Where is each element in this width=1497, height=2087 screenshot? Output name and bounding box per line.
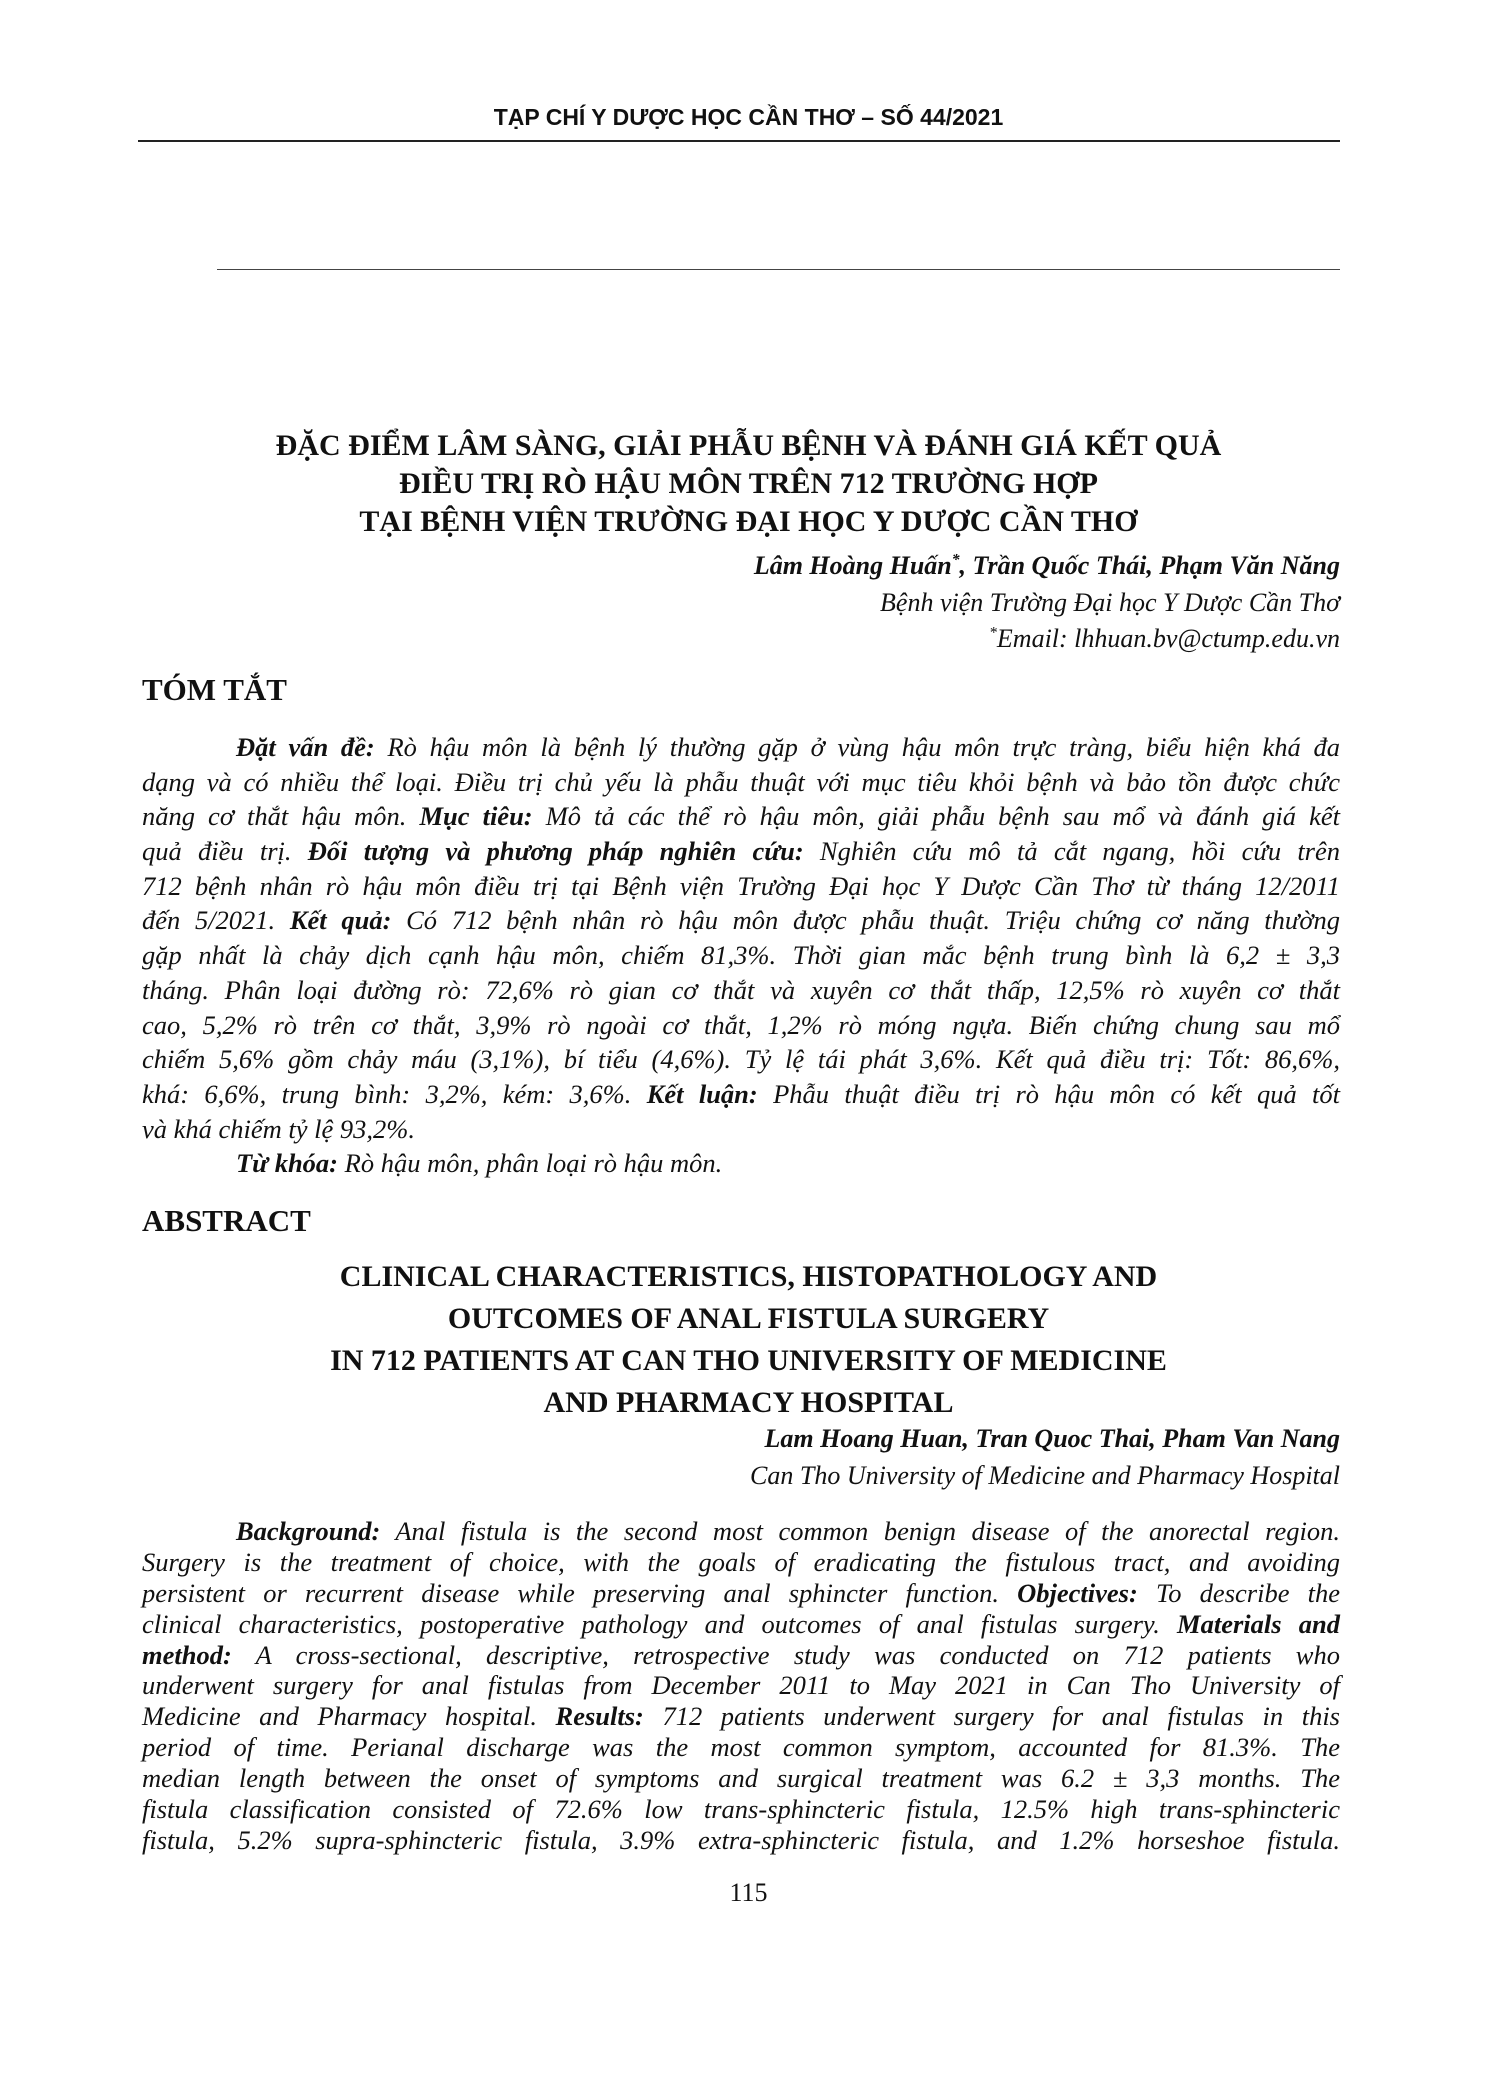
text-segment: đến 5/2021. — [142, 905, 290, 936]
text-line — [142, 1732, 1340, 1763]
section-label: Mục tiêu: — [419, 801, 533, 832]
email-mark: * — [989, 624, 997, 642]
header-rule — [138, 140, 1340, 142]
text-segment: period of time. Perianal discharge was the most common symptom, accounted for 81.3%. The — [142, 1732, 1340, 1763]
divider-rule — [217, 269, 1340, 270]
abstract-paragraph — [142, 1516, 1340, 1856]
text-line — [142, 1670, 1340, 1701]
text-segment: chiếm 5,6% gồm chảy máu (3,1%), bí tiểu (4,6%). Tỷ lệ tái phát 3,6%. Kết quả điều trị: Tốt: 86,6%, — [142, 1044, 1340, 1075]
text-line — [142, 730, 1340, 765]
section-label: method: — [142, 1639, 232, 1670]
text-line — [142, 938, 1340, 973]
summary-paragraph — [142, 730, 1340, 1181]
text-segment: cao, 5,2% rò trên cơ thắt, 3,9% rò ngoài cơ thắt, 1,2% rò móng ngựa. Biến chứng chung sau mổ — [142, 1009, 1340, 1040]
title-line: OUTCOMES OF ANAL FISTULA SURGERY — [447, 1302, 1050, 1335]
text-segment: Surgery is the treatment of choice, with the goals of eradicating the fistulous tract, and avoiding — [142, 1546, 1340, 1577]
text-line — [142, 1609, 1340, 1640]
section-label: Results: — [555, 1701, 644, 1732]
text-segment: Medicine and Pharmacy hospital. — [142, 1701, 556, 1732]
section-label: Kết quả: — [289, 905, 392, 936]
text-segment: clinical characteristics, postoperative pathology and outcomes of anal fistulas surgery. — [142, 1608, 1178, 1639]
text-line — [142, 1794, 1340, 1825]
text-segment: gặp nhất là chảy dịch cạnh hậu môn, chiếm 81,3%. Thời gian mắc bệnh trung bình là 6,2 ± 3,3 — [142, 940, 1340, 971]
text-segment: Rò hậu môn, phân loại rò hậu môn. — [338, 1148, 723, 1179]
text-segment: persistent or recurrent disease while preserving anal sphincter function. — [142, 1577, 1018, 1608]
text-segment: và khá chiếm tỷ lệ 93,2%. — [142, 1113, 415, 1144]
text-line — [142, 765, 1340, 800]
text-line — [142, 1578, 1340, 1609]
section-label: Kết luận: — [646, 1078, 758, 1109]
text-segment: Mô tả các thể rò hậu môn, giải phẫu bệnh sau mổ và đánh giá kết — [532, 801, 1340, 832]
title-vietnamese — [0, 427, 1497, 541]
section-label: Đặt vấn đề: — [236, 732, 375, 762]
authors-english: Lam Hoang Huan, Tran Quoc Thai, Pham Van Nang — [764, 1424, 1340, 1453]
text-line — [142, 1825, 1340, 1856]
text-segment: fistula, 5.2% supra-sphincteric fistula, 3.9% extra-sphincteric fistula, and 1.2% horseshoe fistula. — [142, 1824, 1340, 1855]
title-line: ĐIỀU TRỊ RÒ HẬU MÔN TRÊN 712 TRƯỜNG HỢP — [399, 467, 1098, 500]
text-line — [142, 1516, 1340, 1547]
text-segment: tháng. Phân loại đường rò: 72,6% rò gian cơ thắt và xuyên cơ thắt thấp, 12,5% rò xuyên cơ thắt — [142, 974, 1340, 1005]
text-segment: khá: 6,6%, trung bình: 3,2%, kém: 3,6%. — [142, 1078, 647, 1109]
text-line — [142, 834, 1340, 869]
title-line: IN 712 PATIENTS AT CAN THO UNIVERSITY OF MEDICINE — [330, 1344, 1167, 1377]
text-segment: Phẫu thuật điều trị rò hậu môn có kết quả tốt — [757, 1078, 1340, 1109]
text-segment: quả điều trị. — [142, 836, 308, 867]
affiliation-english: Can Tho University of Medicine and Pharmacy Hospital — [750, 1461, 1340, 1490]
text-line — [142, 869, 1340, 904]
text-segment: 712 bệnh nhân rò hậu môn điều trị tại Bệnh viện Trường Đại học Y Dược Cần Thơ từ tháng 12/2011 — [142, 870, 1340, 901]
section-label: Materials and — [1177, 1608, 1340, 1639]
title-english — [0, 1256, 1497, 1424]
text-line — [142, 973, 1340, 1008]
text-line — [142, 903, 1340, 938]
affiliation-vietnamese: Bệnh viện Trường Đại học Y Dược Cần Thơ — [880, 588, 1340, 617]
text-line — [142, 1008, 1340, 1043]
title-line: AND PHARMACY HOSPITAL — [543, 1386, 954, 1419]
section-label: Từ khóa: — [236, 1148, 339, 1179]
text-segment: median length between the onset of symptoms and surgical treatment was 6.2 ± 3,3 months. The — [142, 1763, 1340, 1794]
text-segment: dạng và có nhiều thể loại. Điều trị chủ yếu là phẫu thuật với mục tiêu khỏi bệnh và bảo tồn được chức — [142, 766, 1340, 797]
text-line — [142, 1112, 1340, 1147]
section-label: Đối tượng và phương pháp nghiên cứu: — [307, 836, 804, 867]
text-line — [142, 1077, 1340, 1112]
abstract-heading: ABSTRACT — [142, 1203, 311, 1238]
text-line — [142, 1042, 1340, 1077]
section-label: Objectives: — [1017, 1577, 1138, 1608]
text-segment: To describe the — [1137, 1577, 1340, 1608]
title-line: ĐẶC ĐIỂM LÂM SÀNG, GIẢI PHẪU BỆNH VÀ ĐÁNH GIÁ KẾT QUẢ — [275, 429, 1222, 462]
text-segment: underwent surgery for anal fistulas from December 2011 to May 2021 in Can Tho University of — [142, 1670, 1340, 1701]
author-first: Lâm Hoàng Huấn — [753, 551, 952, 580]
text-segment: A cross-sectional, descriptive, retrospective study was conducted on 712 patients who — [231, 1639, 1340, 1670]
text-segment: Có 712 bệnh nhân rò hậu môn được phẫu thuật. Triệu chứng cơ năng thường — [391, 905, 1340, 936]
text-line — [142, 1763, 1340, 1794]
text-line — [142, 799, 1340, 834]
text-line — [142, 1146, 1340, 1181]
corresponding-mark: * — [951, 551, 960, 569]
title-line: CLINICAL CHARACTERISTICS, HISTOPATHOLOGY AND — [339, 1260, 1158, 1293]
author-rest: , Trần Quốc Thái, Phạm Văn Năng — [959, 551, 1340, 580]
text-line — [142, 1640, 1340, 1671]
text-line — [142, 1701, 1340, 1732]
email-line — [989, 624, 1340, 654]
email: Email: lhhuan.bv@ctump.edu.vn — [996, 624, 1340, 653]
text-segment: Rò hậu môn là bệnh lý thường gặp ở vùng hậu môn trực tràng, biểu hiện khá đa — [374, 732, 1340, 762]
summary-heading: TÓM TẮT — [142, 672, 287, 707]
text-segment: năng cơ thắt hậu môn. — [142, 801, 420, 832]
text-segment: Nghiên cứu mô tả cắt ngang, hồi cứu trên — [803, 836, 1341, 867]
section-label: Background: — [236, 1516, 381, 1546]
text-line — [142, 1547, 1340, 1578]
text-segment: fistula classification consisted of 72.6% low trans-sphincteric fistula, 12.5% high trans-sphincteric — [142, 1794, 1340, 1825]
text-segment: Anal fistula is the second most common benign disease of the anorectal region. — [380, 1516, 1340, 1546]
title-line: TẠI BỆNH VIỆN TRƯỜNG ĐẠI HỌC Y DƯỢC CẦN THƠ — [359, 505, 1138, 538]
authors-vietnamese — [754, 551, 1340, 581]
page-number: 115 — [729, 1878, 768, 1907]
journal-header: TẠP CHÍ Y DƯỢC HỌC CẦN THƠ – SỐ 44/2021 — [493, 104, 1004, 130]
text-segment: 712 patients underwent surgery for anal fistulas in this — [643, 1701, 1340, 1732]
